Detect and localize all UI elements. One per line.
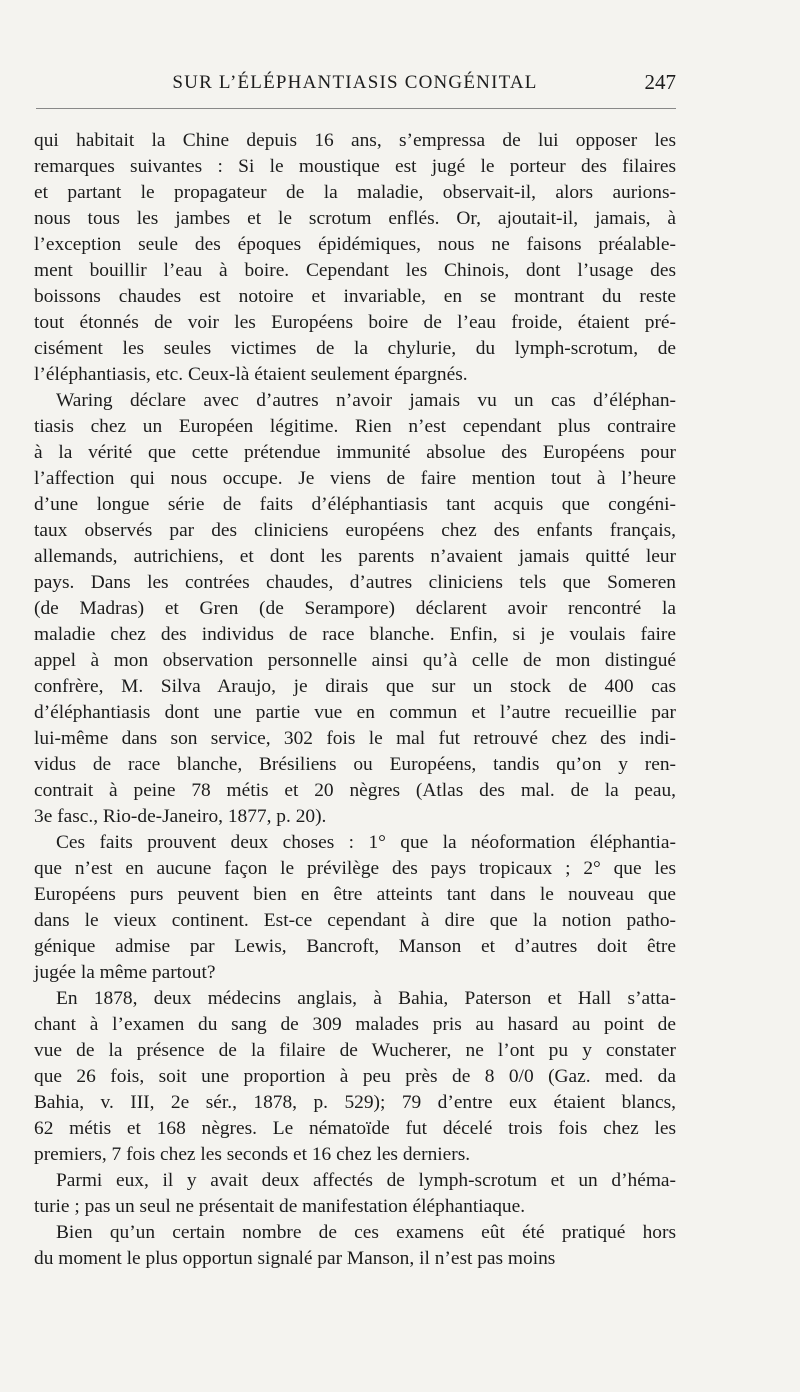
text-line: qui habitait la Chine depuis 16 ans, s’empressa de lui opposer les <box>34 130 676 151</box>
text-line: Bien qu’un certain nombre de ces examens eût été pratiqué hors <box>56 1222 676 1243</box>
text-line: 3e fasc., Rio-de-Janeiro, 1877, p. 20). <box>34 806 327 827</box>
text-line: 62 métis et 168 nègres. Le nématoïde fut décelé trois fois chez les <box>34 1118 676 1139</box>
text-line: Bahia, v. III, 2e sér., 1878, p. 529); 79 d’entre eux étaient blancs, <box>34 1092 676 1113</box>
body-text <box>34 128 676 1272</box>
text-line: taux observés par des cliniciens européens chez des enfants français, <box>34 520 676 541</box>
text-line: Ces faits prouvent deux choses : 1° que la néoformation éléphantia- <box>56 832 676 853</box>
text-line: turie ; pas un seul ne présentait de manifestation éléphantiaque. <box>34 1196 526 1217</box>
text-line: d’une longue série de faits d’éléphantiasis tant acquis que congéni- <box>34 494 676 515</box>
text-line: l’éléphantiasis, etc. Ceux-là étaient seulement épargnés. <box>34 364 468 385</box>
text-line: l’affection qui nous occupe. Je viens de faire mention tout à l’heure <box>34 468 676 489</box>
text-line: et partant le propagateur de la maladie, observait-il, alors aurions- <box>34 182 676 203</box>
text-line: tiasis chez un Européen légitime. Rien n’est cependant plus contraire <box>34 416 676 437</box>
text-line: confrère, M. Silva Araujo, je dirais que sur un stock de 400 cas <box>34 676 676 697</box>
text-line: cisément les seules victimes de la chylurie, du lymph-scrotum, de <box>34 338 676 359</box>
text-line: En 1878, deux médecins anglais, à Bahia, Paterson et Hall s’atta- <box>56 988 676 1009</box>
text-line: boissons chaudes est notoire et invariable, en se montrant du reste <box>34 286 676 307</box>
text-line: vue de la présence de la filaire de Wucherer, ne l’ont pu y constater <box>34 1040 676 1061</box>
text-line: que n’est en aucune façon le prévilège des pays tropicaux ; 2° que les <box>34 858 676 879</box>
text-line: chant à l’examen du sang de 309 malades pris au hasard au point de <box>34 1014 676 1035</box>
text-line: premiers, 7 fois chez les seconds et 16 chez les derniers. <box>34 1144 471 1165</box>
paragraph <box>34 830 676 986</box>
text-line: maladie chez des individus de race blanche. Enfin, si je voulais faire <box>34 624 676 645</box>
text-line: du moment le plus opportun signalé par Manson, il n’est pas moins <box>34 1248 556 1269</box>
text-line: Européens purs peuvent bien en être atteints tant dans le nouveau que <box>34 884 676 905</box>
paragraph <box>34 986 676 1168</box>
text-line: que 26 fois, soit une proportion à peu près de 8 0/0 (Gaz. med. da <box>34 1066 676 1087</box>
running-head <box>34 68 676 102</box>
text-line: nous tous les jambes et le scrotum enflés. Or, ajoutait-il, jamais, à <box>34 208 676 229</box>
text-line: dans le vieux continent. Est-ce cependant à dire que la notion patho- <box>34 910 676 931</box>
text-line: lui-même dans son service, 302 fois le mal fut retrouvé chez des indi- <box>34 728 676 749</box>
paragraph <box>34 128 676 388</box>
page-number: 247 <box>644 70 676 94</box>
header-rule <box>36 108 676 109</box>
text-line: vidus de race blanche, Brésiliens ou Européens, tandis qu’on y ren- <box>34 754 676 775</box>
text-line: l’exception seule des époques épidémiques, nous ne faisons préalable- <box>34 234 676 255</box>
text-line: pays. Dans les contrées chaudes, d’autres cliniciens tels que Someren <box>34 572 676 593</box>
text-line: Parmi eux, il y avait deux affectés de lymph-scrotum et un d’héma- <box>56 1170 676 1191</box>
text-line: contrait à peine 78 métis et 20 nègres (Atlas des mal. de la peau, <box>34 780 676 801</box>
paragraph <box>34 1168 676 1220</box>
text-line: Waring déclare avec d’autres n’avoir jamais vu un cas d’éléphan- <box>56 390 676 411</box>
paragraph <box>34 1220 676 1272</box>
text-line: tout étonnés de voir les Européens boire de l’eau froide, étaient pré- <box>34 312 676 333</box>
running-title: SUR L’ÉLÉPHANTIASIS CONGÉNITAL <box>172 72 538 93</box>
text-line: ment bouillir l’eau à boire. Cependant les Chinois, dont l’usage des <box>34 260 676 281</box>
text-line: appel à mon observation personnelle ainsi qu’à celle de mon distingué <box>34 650 676 671</box>
text-line: génique admise par Lewis, Bancroft, Manson et d’autres doit être <box>34 936 676 957</box>
text-line: à la vérité que cette prétendue immunité absolue des Européens pour <box>34 442 676 463</box>
text-line: (de Madras) et Gren (de Serampore) déclarent avoir rencontré la <box>34 598 676 619</box>
text-line: allemands, autrichiens, et dont les parents n’avaient jamais quitté leur <box>34 546 676 567</box>
text-line: remarques suivantes : Si le moustique est jugé le porteur des filaires <box>34 156 676 177</box>
text-line: d’éléphantiasis dont une partie vue en commun et l’autre recueillie par <box>34 702 676 723</box>
text-line: jugée la même partout? <box>34 962 216 983</box>
paragraph <box>34 388 676 830</box>
